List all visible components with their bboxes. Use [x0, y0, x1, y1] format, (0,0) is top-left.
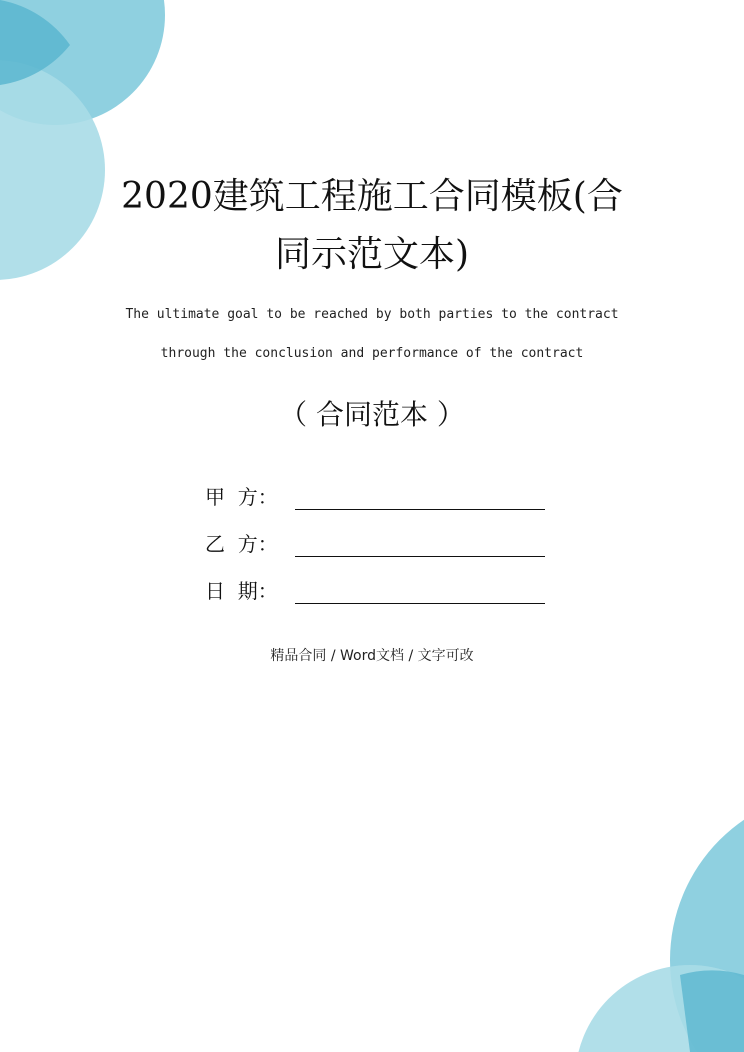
- date-label: 日 期：: [205, 579, 278, 603]
- party-a-field: [205, 480, 545, 510]
- bottom-right-overlap: [680, 970, 744, 1052]
- party-b-label: 乙 方：: [205, 532, 278, 556]
- top-left-circle-large: [0, 0, 165, 125]
- subtitle-line2: through the conclusion and performance of the contract: [160, 346, 584, 361]
- contract-type-label: （ 合同范本 ）: [279, 398, 465, 431]
- bottom-right-circle-small: [575, 965, 744, 1052]
- party-b-blank-line[interactable]: [295, 530, 545, 557]
- top-left-overlap: [0, 0, 70, 85]
- party-a-blank-line[interactable]: [295, 483, 545, 510]
- document-title-line1: 2020建筑工程施工合同模板(合: [121, 176, 623, 217]
- bottom-right-circle-large: [670, 790, 744, 1052]
- party-a-label: 甲 方：: [205, 485, 278, 509]
- party-b-field: [205, 527, 545, 557]
- subtitle-line1: The ultimate goal to be reached by both parties to the contract: [125, 307, 619, 322]
- date-blank-line[interactable]: [295, 577, 545, 604]
- footer-note: 精品合同 / Word文档 / 文字可改: [270, 648, 474, 664]
- document-title-line2: 同示范文本): [274, 234, 470, 275]
- date-field: [205, 574, 545, 604]
